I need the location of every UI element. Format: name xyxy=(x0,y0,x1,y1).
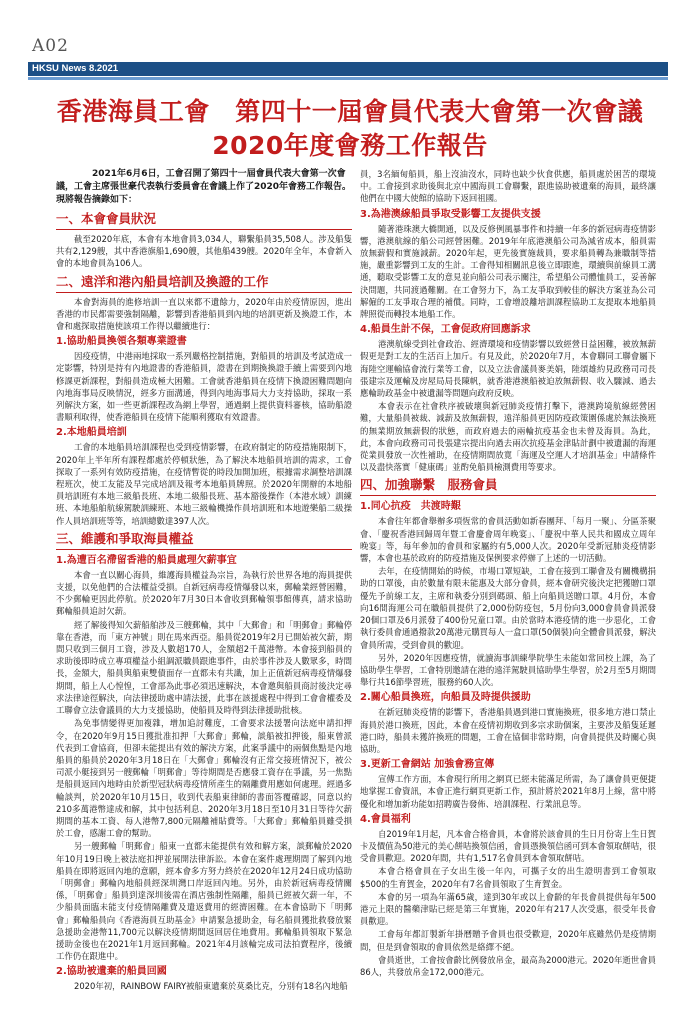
body-paragraph: 為免事情變得更加複雜，增加追討難度，工會要求法援署向法庭申請扣押令，在2020年9月15日獲批准扣押「大郵會」郵輪，談船被扣押後，船東曾派代表到工會協商，但卻未能提出有效的解決方案，此案爭議中的兩個焦點是內地船員的船員於2020年3月18日在「大郵會」郵輪沒有正常交接班情況下，被公司派小艇接到另一艘郵輪「明郵會」等待期間是否應發工資存在爭議，另一焦點是船員返回內地時由於新型冠狀病毒疫情所產生的隔離費用應如何處理。經過多輪談判，於2020年10月15日，收到代表船東律師的書面答覆確認，同意以約210多萬港幣達成和解，其中包括利息、2020年3月18日至10月31日等待欠薪期間的基本工資、每人港幣7,800元隔離補貼費等。「大郵會」郵輪船員雖受損於工會，感謝工會的幫助。 xyxy=(56,718,352,839)
subsection-heading: 3.更新工會網站 加強會務宣傳 xyxy=(360,759,495,771)
subsection-heading: 1.同心抗疫 共渡時艱 xyxy=(360,501,461,513)
subsection-heading: 2.本地船員培訓 xyxy=(56,427,127,439)
body-paragraph: 本會往年都會舉辦多項恆常的會員活動如新春團拜、「每月一聚」、分區茶聚會、「慶祝香港回歸周年暨工會慶會周年晚宴」、「慶祝中華人民共和國成立周年晚宴」等，每年參加的會員和家屬約有5,000人次。2020年受新冠肺炎疫情影響，本會也基於政府的防疫措施及保例要求停辦了上述的一切活動。 xyxy=(360,516,656,564)
body-paragraph: 本會的另一項為年滿65歲，達到30年或以上會齡的年長會員提供每年500港元上限的醫藥津貼已經是第三年實施，2020年有217人次受惠，很受年長會員歡迎。 xyxy=(360,891,656,927)
body-paragraph: 另一艘郵輪「明郵會」船東一直都未能提供有效和解方案，談郵輪於2020年10月19日晚上被法庭扣押並展開法律訴訟。本會在案件處理期間了解到內地船員在即將返回內地的意願，經本會多方努力終於在2020年12月24日成功協助「明郵會」郵輪內地船員經深圳灣口岸返回內地。另外，由於新冠病毒疫情關係，「明郵會」船員到達深圳後需在酒店強制性隔離，船員已經被欠薪一年，不少船員面臨未能支付疫情隔離費及遣返費用的經濟困難。在本會協助下「明郵會」郵輪船員向《香港海員互助基金》申請緊急援助金，每名船員獲批救發放緊急援助金港幣11,700元以解決疫情期間返回居住地費用。郵輪船員領取下緊急援助金後也在2021年1月返回郵輪。2021年4月該輪完成司法拍賣程序，後續工作仍在跟進中。 xyxy=(56,841,352,962)
section-divider xyxy=(56,229,352,230)
body-paragraph: 會員逝世，工會按會齡比例發放帛金，最高為2000港元。2020年逝世會員86人，共發放帛金172,000港元。 xyxy=(360,954,656,977)
section-divider xyxy=(56,292,352,293)
subsection-heading: 1.協助船員換領各類專業證書 xyxy=(56,336,187,348)
body-paragraph: 在新冠肺炎疫情的影響下，香港船員遇到港口實施換班，很多地方港口禁止海員於港口換班，因此，本會在疫情初期收到多宗求助個案，主要涉及船隻延遲港口時，船員未獲許換班的問題，工會在協個非常時期，向會員提供及時關心與協助。 xyxy=(360,707,656,754)
subsection-heading: 2.關心船員換班，向船員及時提供援助 xyxy=(360,692,531,704)
body-paragraph: 去年，在疫情開始的時候，市場口罩短缺，工會在接到工聯會及有關機構捐助的口罩後，由於數量有限未能惠及大部分會員，經本會研究後決定把獲贈口罩優先予前線工友，主席和執委分別到碼頭、船上向船員送贈口罩。4月份，本會向16間海運公司在職船員提供了2,000份防疫包，5月份向3,000會員會員派發20個口罩及6月派發了400份兄童口罩。由於當時本港疫情的進一步惡化，工會執行委員會通過撥款20萬港元購買每人一盒口罩(50個裝)向全體會員派發，解決會員所需，受到會員的歡迎。 xyxy=(360,566,656,650)
body-paragraph: 本會一直以關心海員，維護海員權益為宗旨，為執行於世界各地的海員提供支援，以免他們的合法權益受損。自新冠病毒疫情爆發以來，郵輪業經營困難，不少郵輪更因此停航。於2020年7月30日本會收到郵輪領事館傳真，請求協助郵輪船員追討欠薪。 xyxy=(56,569,352,617)
header-divider xyxy=(28,77,668,80)
page-title: 香港海員工會 第四十一屆會員代表大會第一次會議 xyxy=(56,97,644,126)
body-paragraph: 本會合格會員在子女出生後一年內，可攜子女的出生證明書到工會領取$500的生育賀金，2020年有7名會員領取了生育賀金。 xyxy=(360,866,656,889)
section-divider xyxy=(56,549,352,550)
subsection-heading: 2.協助被遺棄的船員回國 xyxy=(56,966,167,978)
body-paragraph: 另外，2020年因應疫情，就讀海事訓練學院學生未能如常回校上課，為了協助學生學習，工會特別邀請在港的遠洋駕駛員協助學生學習，於2月至5月期間舉行共16節學習班，服務約60人次。 xyxy=(360,652,656,688)
body-paragraph: 經了解後得知欠薪船舶涉及三艘郵輪，其中「大郵會」和「明郵會」郵輪停靠在香港，而「東方神號」則在馬來西亞。船員從2019年2月已開始被欠薪，期間只收到三個月工資，涉及人數超170人，金額超2千萬港幣。本會接到船員的求助後即時成立專項權益小組調派職員跟進事件，由於事件涉及人數眾多，時間長，金額大，船員與船東雙債面存一直都未有共識，加上正值新冠病毒疫情爆發期間，船上人心惶惶，工會部為此事必須迅速解決，本會邀與船員商討後決定尋求法律途徑解決，向法律援助處申請法援，此事在該援處程中得到工會會權委及工聯會立法會議員的大力支援協助，使船員及時得到法律援助批核。 xyxy=(56,619,352,716)
page-subtitle: 2020年度會務工作報告 xyxy=(212,131,488,160)
body-paragraph: 自2019年1月起，凡本會合格會員，本會將於該會員的生日月份寄上生日賀卡及價值為50港元的美心餅咭換領信函，會員憑換領信函可到本會領取餅咭，很受會員歡迎。2020年間，共有1,517名會員到本會領取餅咭。 xyxy=(360,828,656,864)
body-paragraph: 宣傳工作方面，本會現行所用之網頁已經未能滿足所需，為了讓會員更便捷地掌握工會資訊，本會正進行網頁更新工作，預計將於2021年8月上線，當中將優化和增加新功能如招聘廣告發佈、培訓課程、行業訊息等。 xyxy=(360,774,656,809)
body-paragraph: 員，3名緬甸船員，船上沒油沒水，同時也缺少伙食供應，船員處於困苦的環境中。工會接到求助後與北京中國海員工會聯繫，跟進協助被遺棄的海員，最終讓他們在中國大使館的協助下返回祖國。 xyxy=(360,169,656,204)
body-paragraph: 本會對海員的進修培訓一直以來都不遺餘力，2020年由於疫情原因，進出香港的市民都需要強制隔離，影響到香港船員到內地的培訓更新及換證工作，本會和處探取措施使該項工作得以繼續進行： xyxy=(56,296,352,332)
right-column xyxy=(360,168,656,979)
body-paragraph: 隨著港珠澳大橋開通，以及反修例風暴事件和持續一年多的新冠病毒疫情影響，港澳航線的船公司經營困難。2019年年底港澳船公司為減省成本，船員需放無薪假和實施減薪。2020年起，更先後實施裁員，要求船員轉為兼職制等措施，嚴重影響到工友的生計。工會得知相關訊息後立即跟進，環續與前線員工溝通，聽取受影響工友的意見並向船公司表示關注，希望船公司體恤員工，妥善解決問題，共同渡過難關。在工會努力下，為工友爭取到較佳的解決方案並為公司解僱的工友爭取合理的補償。同時，工會增設離培訓課程協助工友提取本地船員牌照從而轉投本地船工作。 xyxy=(360,223,656,320)
subsection-heading: 4.會員福利 xyxy=(360,813,411,825)
body-paragraph: 工會的本地船員培訓課程也受到疫情影響，在政府制定的防疫措施限制下，2020年上半年所有課程都處於停頓狀態，為了解決本地船員培訓的需求，工會探取了一系列有效防疫措施，在疫情暫從的時段加開加班，根據需求調整培訓課程班次，使工友能及早完成培訓及報考本地船員牌照。於2020年開辦的本地船員培訓班有本地三級船長班、本地二級船長班、基本豁後操作（本港水域）訓練班、本地船舶航線駕駛訓練班、本地三級輪機操作員培訓班和本地遊樂船二級操作人員培訓班等等，培訓總數達397人次。 xyxy=(56,442,352,526)
body-paragraph: 港澳航線受到社會政治、經濟環境和疫情影響以致經營日益困難，被放無薪假更是對工友的生活百上加斤。有見及此，於2020年7月，本會聯同工聯會屬下海陸空運輸協會流行業等工會，以及立法會議員麥美娟，陸頌雄約見政務司司長張建宗及運輸及房屋局局長陳帆，就香港港澳船被迫放無薪假、收入驟減、過去應輪助政基金中被遺漏等問題向政府反映。 xyxy=(360,339,656,399)
subsection-heading: 3.為港澳線船員爭取受影響工友提供支援 xyxy=(360,208,541,220)
page-number: A02 xyxy=(32,36,69,56)
body-paragraph: 截至2020年底，本會有本地會員3,034人，聯繫船員35,508人。涉及船隻共有2,129艘，其中香港旗船1,690艘，其他船439艘。2020年全年，本會新入會的本地會員為106人。 xyxy=(56,234,352,269)
left-column xyxy=(56,168,352,994)
newsletter-issue: HKSU News 8.2021 xyxy=(32,63,119,74)
header-bar xyxy=(28,62,668,76)
subsection-heading: 1.為遭百名滯留香港的船員處理欠薪事宜 xyxy=(56,554,237,566)
subsection-heading: 4.船員生計不保，工會促政府回應訴求 xyxy=(360,324,531,336)
section-heading-members: 一、本會會員狀況 xyxy=(56,211,157,226)
section-heading-rights: 三、維護和爭取海員權益 xyxy=(56,530,194,546)
section-heading-services: 四、加強聯繫 服務會員 xyxy=(360,477,498,493)
body-paragraph: 因疫疫情，中港兩地採取一系列嚴格控制措施，對船員的培訓及考試造成一定影響，特別是持有內地證書的香港船員，證書在到期換換證手續上需要到內地修課更新課程，對船員造成極大困難。工會就香港船員在疫情下換證困難問題向內地海事局反映情況，經多方面溝通，得到內地海事局大力支持協助，採取一系列解決方案，如一些更新課程改為網上學習，通過網上提供資料審核，協助船證書順利取得，使香港船員在疫情下能順利獲取有效證書。 xyxy=(56,351,352,423)
body-paragraph: 本會表示在社會秩序被破壞與新冠肺炎疫情打擊下，港澳跨境航線經營困難，大量船員被裁、減薪及放無薪假，遠洋船員更因防疫政策圍係處於無法換班的無業期放無薪假的狀態，而政府過去的兩輪抗疫基金也未曾及海員。為此，此，本會向政務司司長張建宗提出向過去兩次抗疫基金津貼計劃中被遺漏的海運從業員發放一次性補助，在疫情期間放寬「海運及空運人才培訓基金」申請條件以及盡快落實「健康碼」並酌免船員檢測費用等要求。 xyxy=(360,401,656,473)
intro-paragraph: 2021年6月6日，工會召開了第四十一屆會員代表大會第一次會議，工會主席張世豪代表執行委員會在會議上作了2020年會務工作報告。現將報告摘錄如下： xyxy=(56,169,352,205)
body-paragraph: 工會每年都訂製新年掛曆贈予會員也很受歡迎，2020年底雖然仍是疫情期間，但是到會領取的會員依然是絡繹不絕。 xyxy=(360,929,656,952)
section-divider xyxy=(360,495,656,496)
section-heading-training: 二、遠洋和港內船員培訓及換證的工作 xyxy=(56,273,269,289)
body-paragraph: 2020年初，RAINBOW FAIRY被船東遺棄於莫桑比克，分別有18名內地船 xyxy=(74,981,348,992)
